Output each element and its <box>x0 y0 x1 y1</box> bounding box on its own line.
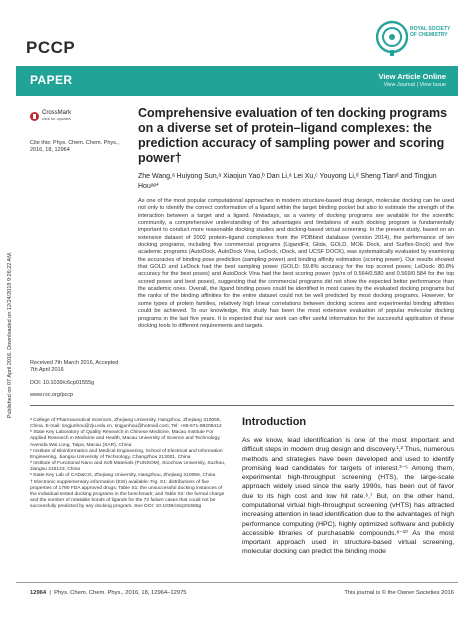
rsc-logo-icon <box>376 20 408 58</box>
footer-copyright: This journal is © the Owner Societies 2016 <box>344 590 454 596</box>
download-note-text: Published on 07 April 2016. Downloaded on 12/24/2019 9:26:22 AM. <box>7 251 13 419</box>
footer-divider <box>16 582 458 583</box>
section-label: PAPER <box>30 73 73 87</box>
journal-website-link[interactable]: www.rsc.org/pccp <box>30 392 74 398</box>
received-dates: Received 7th March 2016, Accepted 7th April 2016 <box>30 360 119 373</box>
affiliation-d: ᵈ Institute of Functional Nano and Soft Materials (FUNSOM), Soochow University, Suzhou, Jiangsu 215123, China <box>30 461 226 473</box>
affiliation-c: ᶜ Institute of Bioinformatics and Medical Engineering, School of Electrical and Information Engineering, Jiangsu University of Technology, Changzhou 213001, China <box>30 448 223 460</box>
page-number: 12964 <box>30 590 47 596</box>
crossmark-badge[interactable] <box>30 110 71 122</box>
view-article-online-link[interactable]: View Article Online <box>378 72 446 81</box>
crossmark-icon <box>30 112 39 121</box>
section-divider <box>30 405 454 406</box>
article-title: Comprehensive evaluation of ten docking programs on a diverse set of protein–ligand complexes: the prediction accuracy of sampling power and scoring power† <box>138 106 448 165</box>
footer-journal-citation: Phys. Chem. Chem. Phys., 2016, 18, 12964–12975 <box>54 590 187 596</box>
footer-citation: 12964 | Phys. Chem. Chem. Phys., 2016, 18, 12964–12975 <box>30 590 187 596</box>
affiliation-b: ᵇ State Key Laboratory of Quality Research in Chinese Medicine, Macau Institute For Applied Research in Medicine and Health, Macau University of Science and Technology, Avenida Wai Long, Taipa, Macau (SAR), China <box>30 430 221 448</box>
journal-name: PCCP <box>26 38 76 57</box>
author-list: Zhe Wang,ᵃ Huiyong Sun,ᵃ Xiaojun Yao,ᵇ Dan Li,ᵃ Lei Xu,ᶜ Youyong Li,ᵈ Sheng Tianᵈ and Tingjun Houᵃᵉ* <box>138 173 437 190</box>
view-journal-issue-links[interactable]: View Journal | View Issue <box>383 82 446 88</box>
download-note <box>0 182 12 482</box>
rsc-logo <box>376 20 456 62</box>
introduction-text: As we know, lead identification is one of the most important and difficult steps in modern drug design and discovery.¹,² Thus, numerous methods and strategies have been developed and used to identify promising lead candidates for targets of interest.³⁻⁵ Among them, experimental high-throughput screening (HTS), the large-scale approach widely used since the early 1990s, has been out of favor due to its high cost and low hit rate.⁶,⁷ But, on the other hand, computational virtual high-throughput screening (vHTS) has attracted increasing attention in lead identification due to the advantages of high performance computing (HPC), highly optimized software and publicly accessible libraries of purchasable compounds.⁸⁻¹⁰ As the most important approach used in structure-based virtual screening, molecular docking can predict the binding mode <box>242 437 454 556</box>
abstract: As one of the most popular computational approaches in modern structure-based drug design, molecular docking can be used not only to identify the correct conformation of a ligand within the target binding pocket but also to estimate the strength of the interaction between a target and a ligand. Nowadays, as a variety of docking programs are available for the scientific community, a comprehensive understanding of the advantages and limitations of each docking program is fundamentally important to conduct more reasonable docking studies and docking-based virtual screening. In the present study, based on an extensive dataset of 2002 protein–ligand complexes from the PDBbind database (version 2014), the performance of ten docking programs, including five commercial programs (LigandFit, Glide, GOLD, MOE Dock, and Surflex-Dock) and five academic programs (AutoDock, AutoDock Vina, LeDock, rDock, and UCSF DOCK), was systematically evaluated by examining the accuracies of binding pose prediction (sampling power) and binding affinity estimation (scoring power). Our results showed that GOLD and LeDock had the best sampling power (GOLD: 59.8% accuracy for the top scored poses; LeDock: 80.8% accuracy for the best poses) and AutoDock Vina had the best scoring power (rp/rs of 0.564/0.580 and 0.569/0.584 for the top scored poses and best poses), suggesting that the commercial programs did not show the expected better performance than the academic ones. Overall, the ligand binding poses could be identified in most cases by the evaluated docking programs but the ranks of the binding affinities for the entire dataset could not be well predicted by most docking programs. However, for some types of protein families, relatively high linear correlations between docking scores and experimental binding affinities could be achieved. To our knowledge, this study has been the most extensive evaluation of popular molecular docking programs in the last five years. It is expected that our work can offer useful information for the successful application of these docking tools to different requirements and targets. <box>138 198 454 329</box>
doi[interactable]: DOI: 10.1039/c6cp01555g <box>30 380 95 386</box>
affiliation-e: ᵉ State Key Lab of CAD&CG, Zhejiang University, Hangzhou, Zhejiang 310058, China <box>30 473 216 479</box>
affiliation-a: ᵃ College of Pharmaceutical Sciences, Zhejiang University, Hangzhou, Zhejiang 310058, China. E-mail: tingjunhou@zju.edu.cn, tingjunhou@hotmail.com; Tel: +86-571-88208412 <box>30 418 222 430</box>
section-banner <box>16 66 458 96</box>
crossmark-sub: click for updates <box>42 116 71 121</box>
crossmark-label: CrossMark <box>42 110 72 116</box>
citation-note: Cite this: Phys. Chem. Chem. Phys., 2016, 18, 12964 <box>30 140 119 153</box>
logo-text: ROYAL SOCIETY OF CHEMISTRY <box>410 26 451 38</box>
affiliations <box>30 418 226 510</box>
esi-note: † Electronic supplementary information (ESI) available: Fig. S1: distributions of five properties of 1790 FDA approved drugs; Table S1: the unsuccessful docking instances of the individual tested docking programs in the benchmark; and Table S2: the formal charge and the number of rotatable bonds of ligands for the 72 failure cases that could not be successfully predicted by any docking program. See DOI: 10.1039/c6cp01555g <box>30 479 225 510</box>
introduction-heading: Introduction <box>242 416 307 428</box>
